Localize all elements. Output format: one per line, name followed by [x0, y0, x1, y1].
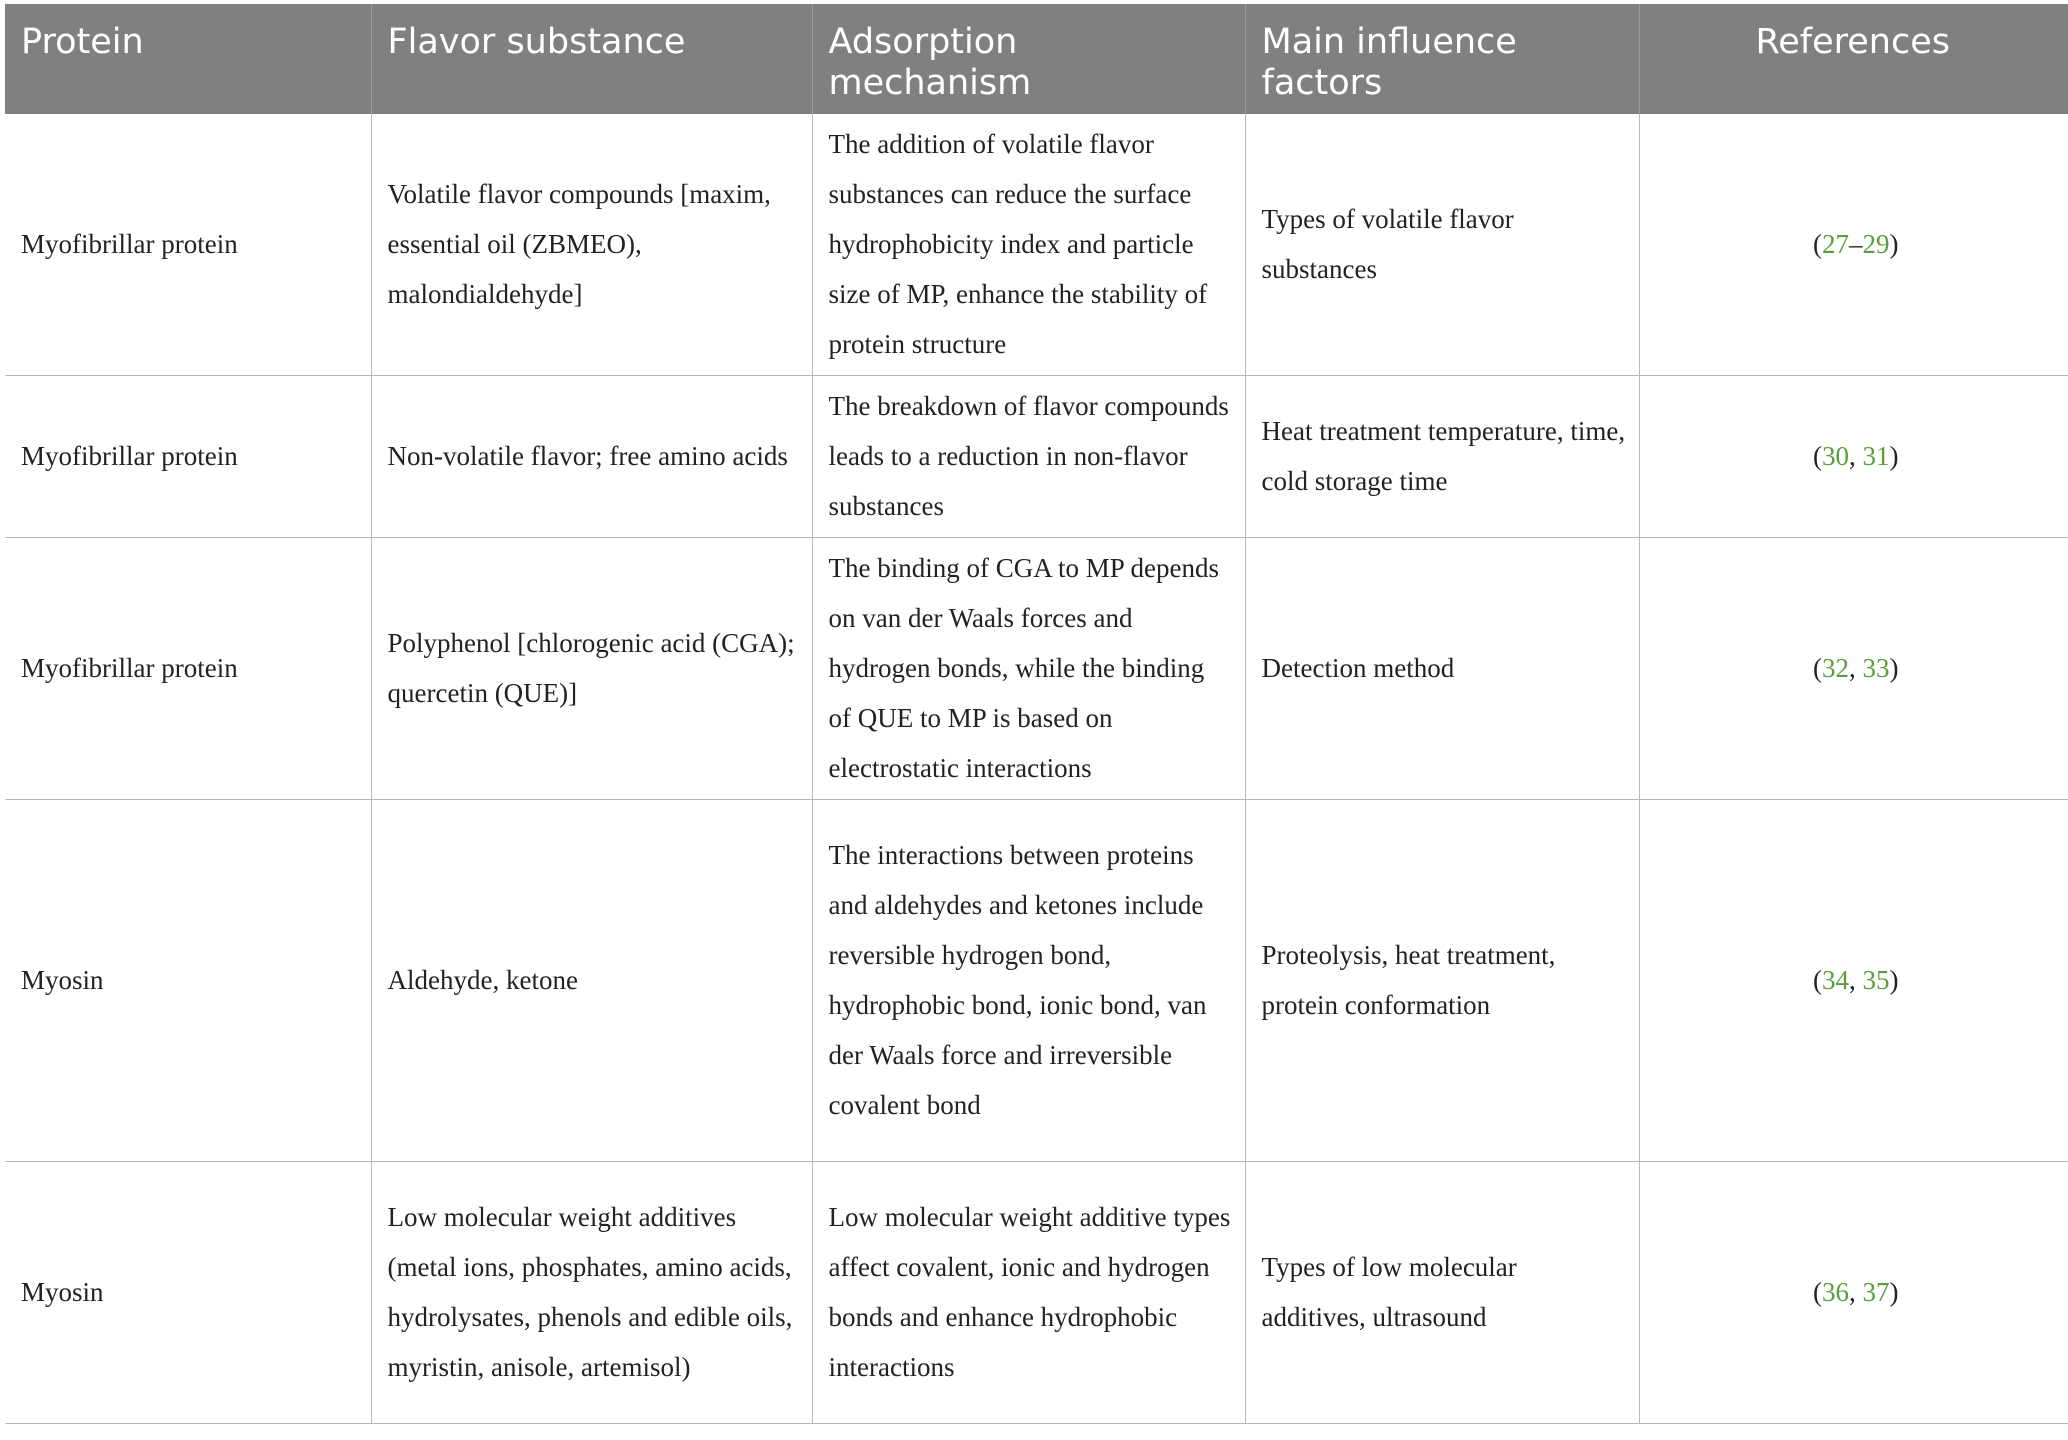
reference-link[interactable]: 30 [1822, 441, 1849, 471]
cell-adsorption-mechanism: The binding of CGA to MP depends on van der Waals forces and hydrogen bonds, while the binding of QUE to MP is based on electrostatic interactions [812, 537, 1245, 799]
reference-link[interactable]: 36 [1822, 1277, 1849, 1307]
cell-references: (30, 31) [1639, 375, 2068, 537]
header-protein: Protein [5, 4, 371, 114]
reference-link[interactable]: 27 [1822, 229, 1849, 260]
table-row [5, 114, 2068, 375]
reference-separator: , [1849, 965, 1863, 995]
reference-link[interactable]: 29 [1862, 229, 1890, 260]
reference-link[interactable]: 33 [1862, 653, 1890, 683]
cell-adsorption-mechanism: The interactions between proteins and aldehydes and ketones include reversible hydrogen bond, hydrophobic bond, ionic bond, van der Waals force and irreversible covalent bond [812, 799, 1245, 1161]
reference-link[interactable]: 34 [1822, 965, 1849, 995]
cell-flavor-substance: Low molecular weight additives (metal ions, phosphates, amino acids, hydrolysates, phenols and edible oils, myristin, anisole, artemisol) [371, 1161, 812, 1423]
cell-adsorption-mechanism: Low molecular weight additive types affect covalent, ionic and hydrogen bonds and enhance hydrophobic interactions [812, 1161, 1245, 1423]
cell-protein: Myofibrillar protein [5, 537, 371, 799]
cell-protein: Myosin [5, 1161, 371, 1423]
cell-flavor-substance: Polyphenol [chlorogenic acid (CGA); quercetin (QUE)] [371, 537, 812, 799]
table-row [5, 1161, 2068, 1423]
reference-link[interactable]: 32 [1822, 653, 1849, 683]
cell-adsorption-mechanism: The breakdown of flavor compounds leads to a reduction in non-flavor substances [812, 375, 1245, 537]
table-row [5, 537, 2068, 799]
reference-separator: , [1849, 1277, 1863, 1307]
cell-influence-factors: Detection method [1245, 537, 1639, 799]
cell-influence-factors: Types of low molecular additives, ultrasound [1245, 1161, 1639, 1423]
header-flavor-substance: Flavor substance [371, 4, 812, 114]
cell-references: (27–29) [1639, 114, 2068, 375]
reference-link[interactable]: 31 [1862, 441, 1890, 471]
flavor-adsorption-table [5, 4, 2068, 1424]
header-references: References [1639, 4, 2068, 114]
table-header-row [5, 4, 2068, 114]
cell-protein: Myosin [5, 799, 371, 1161]
cell-references: (36, 37) [1639, 1161, 2068, 1423]
cell-references: (34, 35) [1639, 799, 2068, 1161]
cell-protein: Myofibrillar protein [5, 114, 371, 375]
reference-separator: – [1849, 229, 1863, 260]
cell-references: (32, 33) [1639, 537, 2068, 799]
cell-flavor-substance: Aldehyde, ketone [371, 799, 812, 1161]
reference-link[interactable]: 35 [1862, 965, 1890, 995]
cell-influence-factors: Types of volatile flavor substances [1245, 114, 1639, 375]
cell-flavor-substance: Non-volatile flavor; free amino acids [371, 375, 812, 537]
header-main-influence-factors: Main influence factors [1245, 4, 1639, 114]
cell-influence-factors: Heat treatment temperature, time, cold storage time [1245, 375, 1639, 537]
reference-link[interactable]: 37 [1862, 1277, 1890, 1307]
reference-separator: , [1849, 441, 1863, 471]
cell-adsorption-mechanism: The addition of volatile flavor substances can reduce the surface hydrophobicity index and particle size of MP, enhance the stability of protein structure [812, 114, 1245, 375]
header-adsorption-mechanism: Adsorption mechanism [812, 4, 1245, 114]
cell-influence-factors: Proteolysis, heat treatment, protein conformation [1245, 799, 1639, 1161]
table-row [5, 375, 2068, 537]
cell-flavor-substance: Volatile flavor compounds [maxim, essential oil (ZBMEO), malondialdehyde] [371, 114, 812, 375]
table-row [5, 799, 2068, 1161]
reference-separator: , [1849, 653, 1863, 683]
cell-protein: Myofibrillar protein [5, 375, 371, 537]
